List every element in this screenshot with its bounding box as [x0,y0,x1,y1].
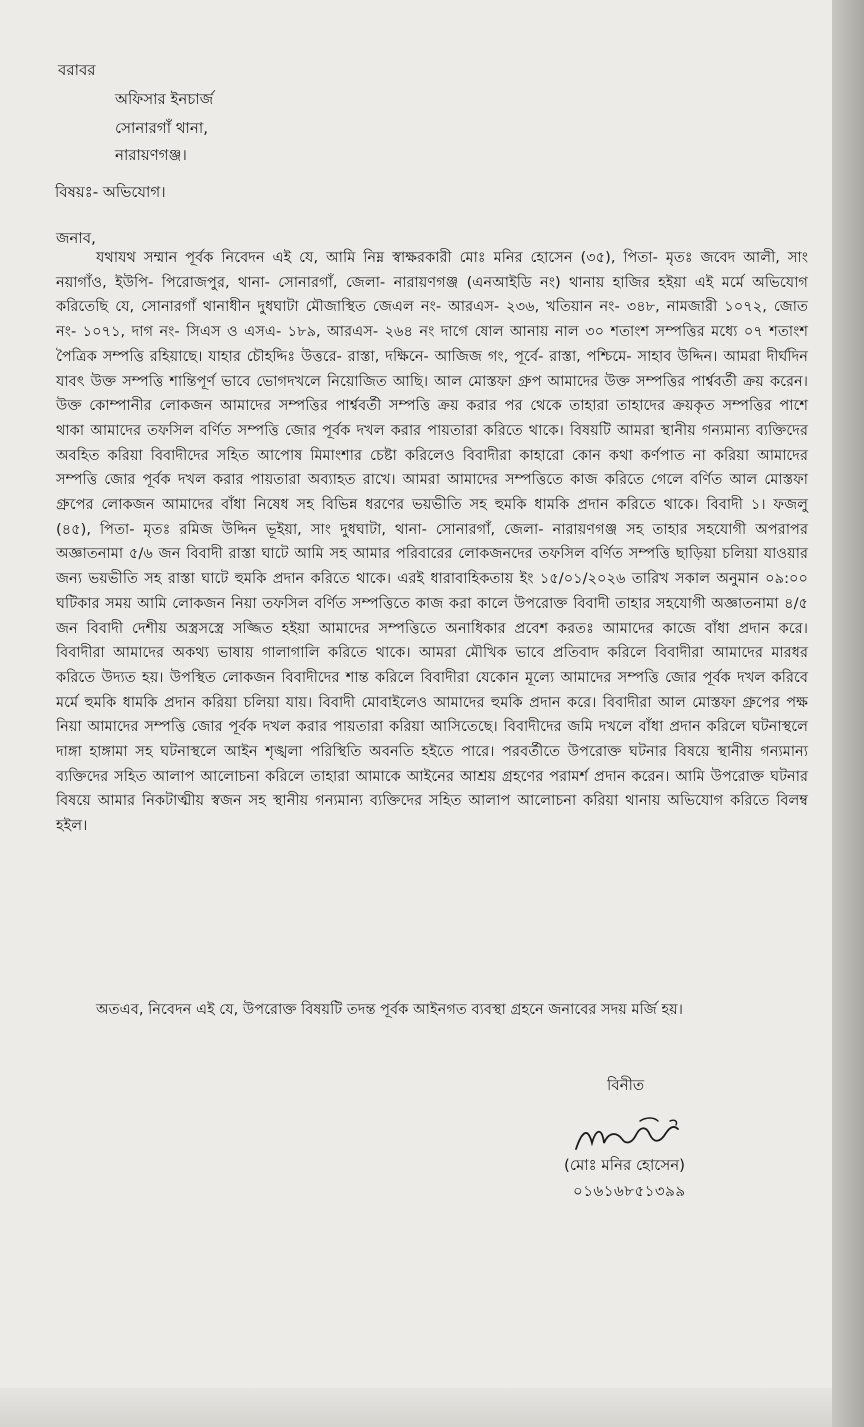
subject-line: বিষয়ঃ- অভিযোগ। [55,183,166,201]
signer-name: (মোঃ মনির হোসেন) [564,1156,686,1174]
recipient-title: অফিসার ইনচার্জ [115,90,214,108]
page-edge-shadow [832,0,864,1427]
salutation-to: বরাবর [58,61,96,79]
recipient-station: সোনারগাঁ থানা, [115,119,208,137]
recipient-district: নারায়ণগঞ্জ। [115,146,187,164]
closing-request: অতএব, নিবেদন এই যে, উপরোক্ত বিষয়টি তদন্ত পূর্বক আইনগত ব্যবস্থা গ্রহনে জনাবের সদয় মর্জি হয়। [96,1001,683,1018]
page-bottom-fold [0,1388,832,1427]
letter-body: যথাযথ সম্মান পূর্বক নিবেদন এই যে, আমি নিম্ন স্বাক্ষরকারী মোঃ মনির হোসেন (৩৫), পিতা- মৃতঃ জবেদ আলী, সাং নয়াগাঁও, ইউপি- পিরোজপুর, থানা- সোনারগাঁ, জেলা- নারায়ণগঞ্জ (এনআইডি নং) থানায় হাজির হইয়া এই মর্মে অভিযোগ করিতেছি যে, সোনারগাঁ থানাধীন দুধঘাটা মৌজাস্থিত জেএল নং- আরএস- ২৩৬, খতিয়ান নং- ৩৪৮, নামজারী ১০৭২, জোত নং- ১০৭১, দাগ নং- সিএস ও এসএ- ১৮৯, আরএস- ২৬৪ নং দাগে ষোল আনায় নাল ৩০ শতাংশ সম্পত্তির মধ্যে ০৭ শতাংশ পৈত্রিক সম্পত্তি রহিয়াছে। যাহার চৌহদ্দিঃ উত্তরে- রাস্তা, দক্ষিনে- আজিজ গং, পূর্বে- রাস্তা, পশ্চিমে- সাহাব উদ্দিন। আমরা দীর্ঘদিন যাবৎ উক্ত সম্পত্তি শান্তিপূর্ণ ভাবে ভোগদখলে নিয়োজিত আছি। আল মোস্তফা গ্রুপ আমাদের উক্ত সম্পত্তির পার্শ্ববর্তী ক্রয় করেন। উক্ত কোম্পানীর লোকজন আমাদের সম্পত্তির পার্শ্ববর্তী সম্পত্তি ক্রয় করার পর থেকে তাহারা তাহাদের ক্রয়কৃত সম্পত্তির পাশে থাকা আমাদের তফসিল বর্ণিত সম্পত্তি জোর পূর্বক দখল করার পায়তারা করিতে থাকে। বিষয়টি আমরা স্থানীয় গন্যমান্য ব্যক্তিদের অবহিত করিয়া বিবাদীদের সহিত আপোষ মিমাংশার চেষ্টা করিলেও বিবাদীরা কাহারো কোন কথা কর্ণপাত না করিয়া আমাদের সম্পত্তি জোর পূর্বক দখল করার পায়তারা অব্যাহত রাখে। আমরা আমাদের সম্পত্তিতে কাজ করিতে গেলে বর্ণিত আল মোস্তফা গ্রুপের লোকজন আমাদের বাঁধা নিষেধ সহ বিভিন্ন ধরণের ভয়ভীতি সহ হুমকি ধামকি প্রদান করিতে থাকে। বিবাদী ১। ফজলু (৪৫), পিতা- মৃতঃ রমিজ উদ্দিন ভূইয়া, সাং দুধঘাটা, থানা- সোনারগাঁ, জেলা- নারায়ণগঞ্জ সহ তাহার সহযোগী অপরাপর অজ্ঞাতনামা ৫/৬ জন বিবাদী রাস্তা ঘাটে আমি সহ আমার পরিবারের লোকজনদের তফসিল বর্ণিত সম্পত্তি ছাড়িয়া চলিয়া যাওয়ার জন্য ভয়ভীতি সহ রাস্তা ঘাটে হুমকি প্রদান করিতে থাকে। এরই ধারাবাহিকতায় ইং ১৫/০১/২০২৬ তারিখ সকাল অনুমান ০৯:০০ ঘটিকার সময় আমি লোকজন নিয়া তফসিল বর্ণিত সম্পত্তিতে কাজ করা কালে উপরোক্ত বিবাদী তাহার সহযোগী অজ্ঞাতনামা ৪/৫ জন বিবাদী দেশীয় অস্ত্রসস্ত্রে সজ্জিত হইয়া আমাদের সম্পত্তিতে অনাধিকার প্রবেশ করতঃ আমাদের কাজে বাঁধা প্রদান করে। বিবাদীরা আমাদের অকথ্য ভাষায় গালাগালি করিতে থাকে। আমরা মৌখিক ভাবে প্রতিবাদ করিলে বিবাদীরা আমাদের মারধর করিতে উদ্যত হয়। উপস্থিত লোকজন বিবাদীদের শান্ত করিলে বিবাদীরা যেকোন মূল্যে আমাদের সম্পত্তি জোর পূর্বক দখল করিবে মর্মে হুমকি ধামকি প্রদান করিয়া চলিয়া যায়। বিবাদী মোবাইলেও আমাদের হুমকি প্রদান করে। বিবাদীরা আল মোস্তফা গ্রুপের পক্ষ নিয়া আমাদের সম্পত্তি জোর পূর্বক দখল করার পায়তারা করিয়া আসিতেছে। বিবাদীদের জমি দখলে বাঁধা প্রদান করিলে ঘটনাস্থলে দাঙ্গা হাঙ্গামা সহ ঘটনাস্থলে আইন শৃঙ্খলা পরিস্থিতি অবনতি হইতে পারে। পরবর্তীতে উপরোক্ত ঘটনার বিষয়ে স্থানীয় গন্যমান্য ব্যক্তিদের সহিত আলাপ আলোচনা করিলে তাহারা আমাকে আইনের আশ্রয় গ্রহণের পরামর্শ প্রদান করেন। আমি উপরোক্ত ঘটনার বিষয়ে আমার নিকটাত্মীয় স্বজন সহ স্থানীয় গন্যমান্য ব্যক্তিদের সহিত আলাপ আলোচনা করিয়া থানায় অভিযোগ করিতে বিলম্ব হইল। [56,249,808,835]
signer-phone: ০১৬১৬৮৫১৩৯৯ [573,1182,686,1200]
valediction: বিনীত [607,1076,645,1094]
greeting: জনাব, [56,229,96,247]
handwritten-signature [570,1113,690,1157]
